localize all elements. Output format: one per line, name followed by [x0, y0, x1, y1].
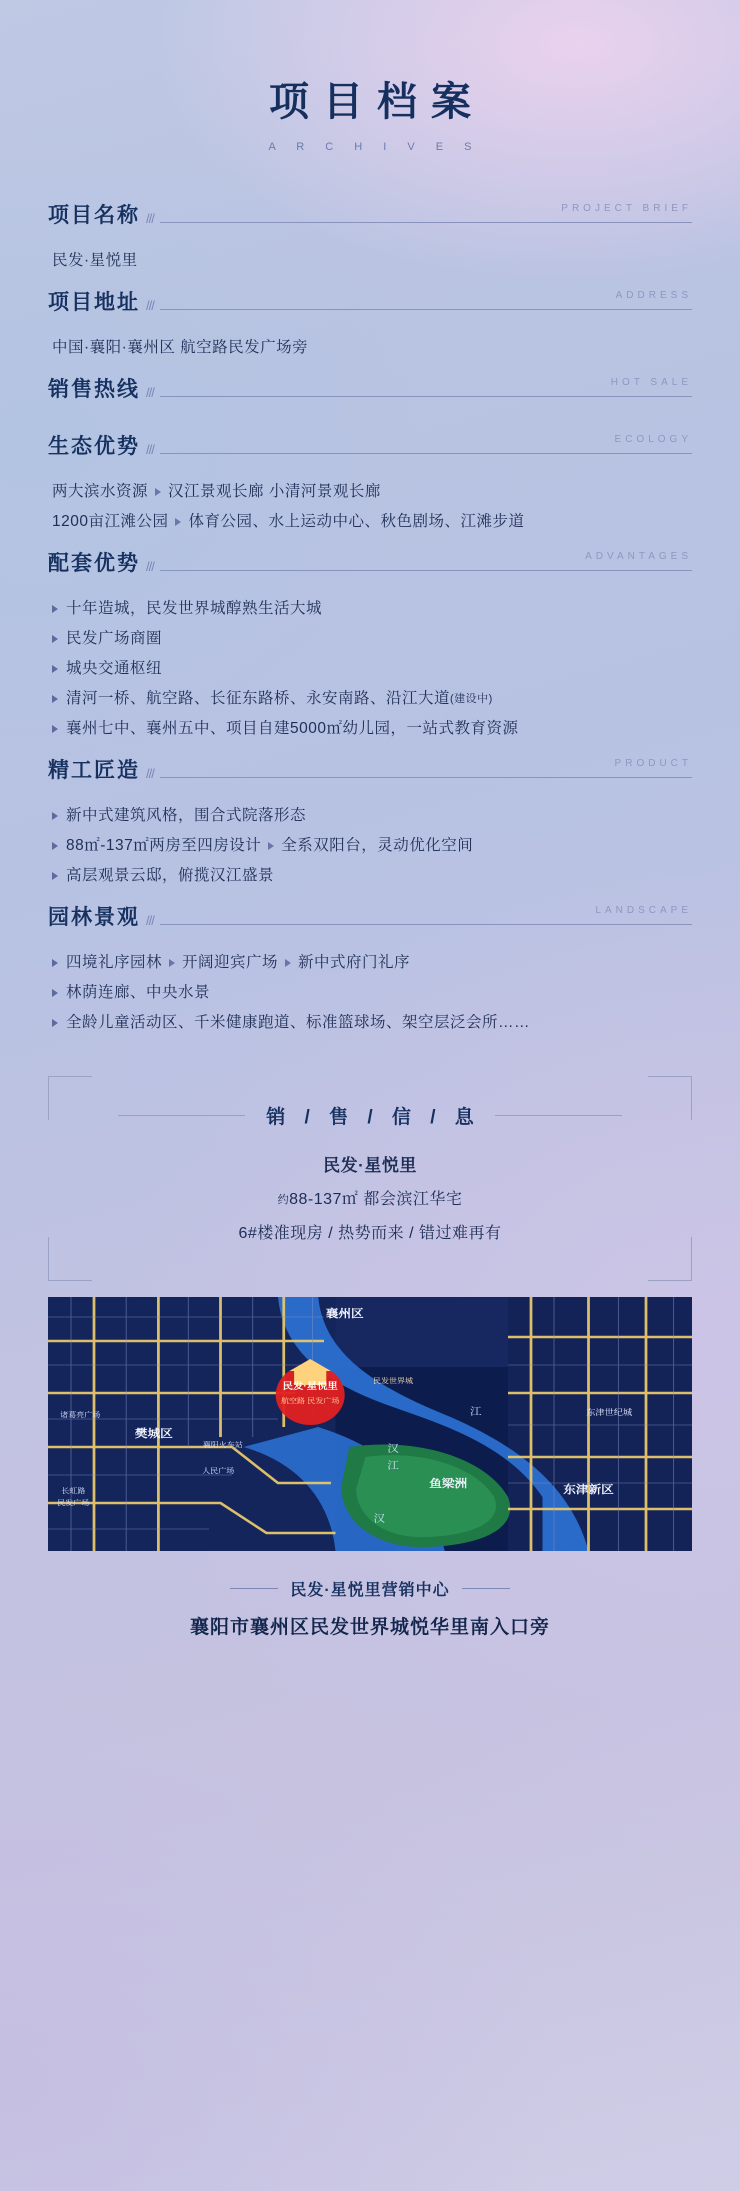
section-line	[52, 246, 692, 276]
section-2	[48, 286, 692, 367]
sales-info-box	[48, 1076, 692, 1281]
section-title: 项目地址	[48, 291, 140, 314]
line-text: 十年造城，民发世界城醇熟生活大城	[66, 600, 323, 617]
section-title: 园林景观	[48, 906, 140, 929]
slash-decoration-icon: ///	[146, 913, 154, 928]
map-label: 襄州区	[325, 1306, 364, 1320]
section-header	[48, 547, 692, 584]
section-3	[48, 373, 692, 424]
section-line	[52, 948, 692, 978]
sales-heading: 销 / 售 / 信 / 息	[266, 1107, 481, 1128]
line-text: 清河一桥、航空路、长征东路桥、永安南路、沿江大道	[66, 690, 451, 707]
map-label: 民发广场	[57, 1498, 90, 1507]
footer-rule-left	[230, 1588, 278, 1589]
line-text: 全系双阳台，灵动优化空间	[281, 837, 474, 854]
triangle-bullet-icon	[52, 635, 58, 643]
triangle-bullet-icon	[52, 725, 58, 733]
line-text: 高层观景云邸，俯揽汉江盛景	[66, 867, 275, 884]
section-title-en: PRODUCT	[614, 758, 692, 769]
section-title: 配套优势	[48, 552, 140, 575]
section-rule	[160, 758, 692, 778]
section-line	[52, 861, 692, 891]
map-label: 襄阳火车站	[202, 1440, 243, 1449]
line-text: 两大滨水资源	[52, 483, 149, 500]
footer-center-name: 民发·星悦里营销中心	[290, 1582, 450, 1599]
triangle-bullet-icon	[52, 605, 58, 613]
line-text: 体育公园、水上运动中心、秋色剧场、江滩步道	[188, 513, 525, 530]
section-body	[48, 410, 692, 424]
footer	[0, 1577, 740, 1639]
section-line	[52, 594, 692, 624]
section-line	[52, 978, 692, 1008]
line-text: 襄州七中、襄州五中、项目自建5000㎡幼儿园，一站式教育资源	[66, 720, 519, 737]
slash-decoration-icon: ///	[146, 385, 154, 400]
section-header	[48, 901, 692, 938]
location-map[interactable]	[48, 1297, 692, 1551]
section-header	[48, 430, 692, 467]
page-title: 项目档案	[269, 80, 485, 124]
section-rule	[160, 905, 692, 925]
section-body	[48, 791, 692, 895]
sales-project-name: 民发·星悦里	[323, 1156, 417, 1175]
line-text: 1200亩江滩公园	[52, 513, 169, 530]
section-line	[52, 477, 692, 507]
map-label: 东津新区	[563, 1482, 614, 1496]
triangle-separator-icon	[175, 518, 181, 526]
sales-area-line	[48, 1183, 692, 1217]
triangle-bullet-icon	[52, 842, 58, 850]
section-title: 项目名称	[48, 204, 140, 227]
section-line	[52, 714, 692, 744]
section-line	[52, 333, 692, 363]
map-label: 诸葛亮广场	[60, 1410, 101, 1419]
section-title-en: LANDSCAPE	[595, 905, 692, 916]
section-line	[52, 1008, 692, 1038]
page-subtitle: A R C H I V E S	[268, 141, 481, 153]
footer-name-row	[0, 1577, 740, 1600]
line-text: 中国·襄阳·襄州区 航空路民发广场旁	[52, 339, 309, 356]
section-line	[52, 801, 692, 831]
section-title: 生态优势	[48, 435, 140, 458]
section-body	[48, 584, 692, 748]
map-label: 樊城区	[134, 1426, 173, 1440]
section-header	[48, 286, 692, 323]
section-title-en: PROJECT BRIEF	[561, 203, 692, 214]
line-text: 四境礼序园林	[66, 954, 163, 971]
line-text: 开阔迎宾广场	[182, 954, 279, 971]
slash-decoration-icon: ///	[146, 559, 154, 574]
section-title: 精工匠造	[48, 759, 140, 782]
sales-heading-rule-left	[118, 1115, 245, 1116]
footer-rule-right	[462, 1588, 510, 1589]
sales-area-prefix: 约	[277, 1194, 290, 1206]
map-label: 汉	[387, 1443, 399, 1455]
section-title: 销售热线	[48, 378, 140, 401]
slash-decoration-icon: ///	[146, 211, 154, 226]
map-label: 民发·星悦里	[282, 1381, 338, 1392]
footer-address: 襄阳市襄州区民发世界城悦华里南入口旁	[189, 1617, 550, 1638]
map-label: 航空路 民发广场	[280, 1396, 340, 1405]
sales-heading-row	[118, 1102, 622, 1129]
map-label: 长虹路	[61, 1486, 86, 1495]
line-text: 新中式建筑风格，围合式院落形态	[66, 807, 307, 824]
section-rule	[160, 290, 692, 310]
triangle-separator-icon	[155, 488, 161, 496]
line-text: 林荫连廊、中央水景	[66, 984, 211, 1001]
triangle-separator-icon	[285, 959, 291, 967]
line-text: 汉江景观长廊 小清河景观长廊	[168, 483, 381, 500]
slash-decoration-icon: ///	[146, 766, 154, 781]
sales-promo-line: 6#楼准现房 / 热势而来 / 错过难再有	[238, 1225, 502, 1242]
slash-decoration-icon: ///	[146, 298, 154, 313]
sales-heading-rule-right	[495, 1115, 622, 1116]
line-text: 民发广场商圈	[66, 630, 163, 647]
section-body	[48, 236, 692, 280]
map-label: 江	[387, 1460, 399, 1472]
section-title-en: ADDRESS	[615, 290, 692, 301]
section-rule	[160, 377, 692, 397]
triangle-bullet-icon	[52, 665, 58, 673]
triangle-bullet-icon	[52, 812, 58, 820]
section-line	[52, 684, 692, 714]
title-block	[0, 0, 740, 153]
map-label: 人民广场	[202, 1466, 235, 1475]
map-graphic	[48, 1297, 692, 1551]
section-7	[48, 901, 692, 1042]
section-1	[48, 199, 692, 280]
line-text: 88㎡-137㎡两房至四房设计	[66, 837, 262, 854]
triangle-separator-icon	[268, 842, 274, 850]
section-body	[48, 938, 692, 1042]
triangle-bullet-icon	[52, 989, 58, 997]
map-label: 江	[470, 1406, 482, 1418]
line-note: (建设中)	[450, 693, 493, 705]
sections-list	[0, 199, 740, 1042]
section-line	[52, 624, 692, 654]
line-text: 城央交通枢纽	[66, 660, 163, 677]
section-header	[48, 199, 692, 236]
section-header	[48, 373, 692, 410]
triangle-bullet-icon	[52, 695, 58, 703]
triangle-separator-icon	[169, 959, 175, 967]
map-label: 东津世纪城	[586, 1407, 633, 1417]
section-rule	[160, 434, 692, 454]
triangle-bullet-icon	[52, 1019, 58, 1027]
section-rule	[160, 203, 692, 223]
map-label: 鱼梁洲	[429, 1476, 468, 1490]
section-title-en: HOT SALE	[610, 377, 692, 388]
section-line	[52, 654, 692, 684]
section-body	[48, 467, 692, 541]
section-body	[48, 323, 692, 367]
section-6	[48, 754, 692, 895]
section-line	[52, 507, 692, 537]
sales-area-text: 88-137㎡ 都会滨江华宅	[289, 1191, 463, 1208]
map-label: 民发世界城	[372, 1376, 414, 1385]
section-title-en: ADVANTAGES	[585, 551, 692, 562]
map-label: 汉	[373, 1513, 385, 1525]
section-title-en: ECOLOGY	[614, 434, 692, 445]
line-text: 全龄儿童活动区、千米健康跑道、标准篮球场、架空层泛会所……	[66, 1014, 531, 1031]
section-line	[52, 831, 692, 861]
triangle-bullet-icon	[52, 959, 58, 967]
line-text: 民发·星悦里	[52, 252, 138, 269]
slash-decoration-icon: ///	[146, 442, 154, 457]
triangle-bullet-icon	[52, 872, 58, 880]
line-text: 新中式府门礼序	[298, 954, 411, 971]
section-header	[48, 754, 692, 791]
section-4	[48, 430, 692, 541]
section-rule	[160, 551, 692, 571]
section-5	[48, 547, 692, 748]
